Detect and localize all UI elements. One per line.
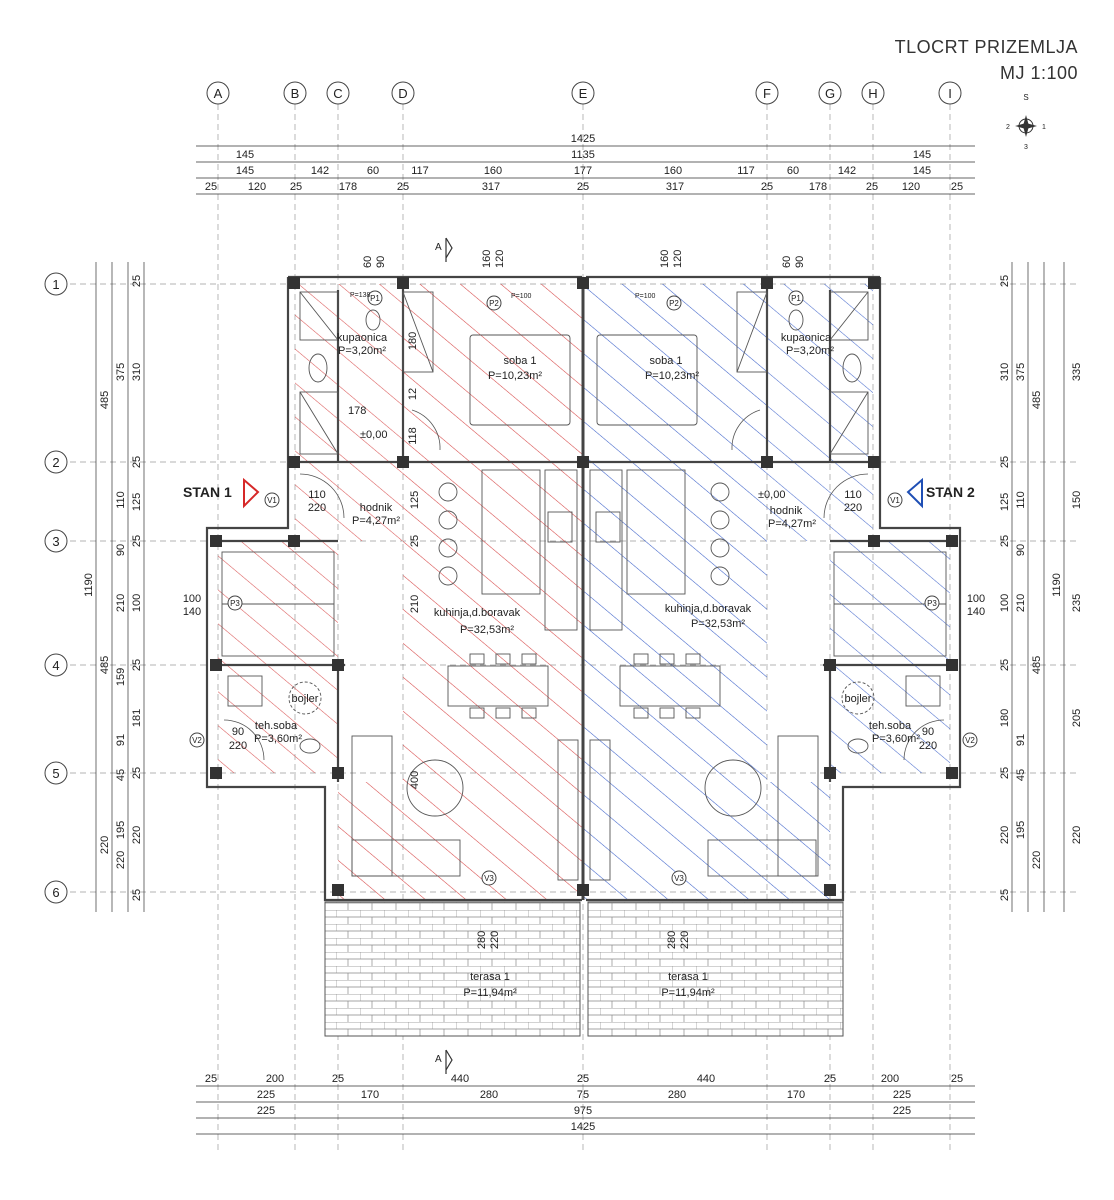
svg-text:I: I — [948, 86, 952, 101]
svg-text:485: 485 — [99, 390, 111, 410]
svg-text:160: 160 — [663, 165, 683, 177]
svg-text:25: 25 — [131, 766, 143, 780]
section-mark-top — [435, 238, 452, 262]
svg-text:280: 280 — [667, 1089, 687, 1101]
svg-text:25: 25 — [204, 181, 218, 193]
svg-text:180: 180 — [999, 708, 1011, 728]
svg-text:25: 25 — [999, 888, 1011, 902]
svg-text:120: 120 — [672, 249, 684, 268]
svg-text:317: 317 — [665, 181, 685, 193]
svg-text:±0,00: ±0,00 — [758, 489, 786, 501]
svg-text:H: H — [868, 86, 878, 101]
svg-text:110: 110 — [1015, 491, 1027, 509]
svg-text:210: 210 — [409, 594, 421, 614]
svg-text:220: 220 — [999, 825, 1011, 845]
svg-text:178: 178 — [808, 181, 828, 193]
svg-text:kuhinja,d.boravak: kuhinja,d.boravak — [433, 607, 521, 619]
svg-text:145: 145 — [912, 149, 932, 161]
svg-text:140: 140 — [182, 606, 202, 618]
axis-bubble-2 — [45, 451, 67, 473]
svg-text:181: 181 — [131, 708, 143, 728]
svg-text:P=10,23m²: P=10,23m² — [487, 370, 543, 382]
svg-text:210: 210 — [115, 593, 127, 613]
svg-text:220: 220 — [228, 740, 248, 752]
svg-text:90: 90 — [231, 726, 245, 738]
svg-text:120: 120 — [901, 181, 921, 193]
svg-text:P=3,60m²: P=3,60m² — [872, 733, 920, 745]
dimension-text-bottom — [205, 1073, 963, 1133]
svg-text:60: 60 — [786, 165, 800, 177]
svg-text:220: 220 — [115, 850, 127, 870]
svg-text:hodnik: hodnik — [359, 502, 393, 514]
svg-text:25: 25 — [823, 1073, 837, 1085]
svg-text:310: 310 — [999, 362, 1011, 382]
svg-text:E: E — [578, 86, 588, 101]
svg-text:teh.soba: teh.soba — [254, 720, 298, 732]
svg-text:P3: P3 — [230, 599, 240, 608]
svg-text:B: B — [290, 86, 300, 101]
svg-text:225: 225 — [892, 1089, 912, 1101]
svg-text:1: 1 — [52, 277, 60, 292]
svg-text:3: 3 — [1024, 144, 1028, 151]
svg-text:110: 110 — [115, 491, 127, 509]
svg-text:225: 225 — [256, 1105, 276, 1117]
svg-text:3: 3 — [52, 534, 60, 549]
svg-text:90: 90 — [921, 726, 935, 738]
svg-text:145: 145 — [235, 165, 255, 177]
axis-bubble-g — [819, 82, 841, 104]
svg-text:P2: P2 — [669, 299, 679, 308]
svg-text:195: 195 — [1015, 820, 1027, 840]
svg-text:P=11,94m²: P=11,94m² — [463, 987, 517, 999]
axis-bubble-3 — [45, 530, 67, 552]
svg-text:310: 310 — [131, 362, 143, 382]
svg-text:125: 125 — [131, 492, 143, 512]
svg-text:178: 178 — [338, 181, 358, 193]
drawing-scale: MJ 1:100 — [999, 63, 1078, 83]
axis-labels-left — [45, 273, 67, 903]
axis-bubble-6 — [45, 881, 67, 903]
svg-text:P=4,27m²: P=4,27m² — [768, 518, 816, 530]
svg-text:6: 6 — [52, 885, 60, 900]
svg-text:1190: 1190 — [83, 573, 95, 597]
svg-text:91: 91 — [115, 733, 127, 747]
svg-text:P2: P2 — [489, 299, 499, 308]
svg-text:159: 159 — [115, 667, 127, 687]
svg-text:25: 25 — [131, 274, 143, 288]
svg-text:2: 2 — [52, 455, 60, 470]
svg-text:G: G — [824, 86, 836, 101]
svg-text:25: 25 — [131, 658, 143, 672]
svg-text:25: 25 — [396, 181, 410, 193]
svg-text:60: 60 — [781, 255, 793, 268]
svg-text:120: 120 — [494, 249, 506, 268]
axis-bubble-1 — [45, 273, 67, 295]
svg-text:145: 145 — [235, 149, 255, 161]
svg-text:440: 440 — [450, 1073, 470, 1085]
svg-text:125: 125 — [999, 492, 1011, 512]
svg-text:975: 975 — [573, 1105, 593, 1117]
svg-text:1190: 1190 — [1051, 573, 1063, 597]
svg-text:120: 120 — [247, 181, 267, 193]
svg-text:440: 440 — [696, 1073, 716, 1085]
svg-text:25: 25 — [950, 181, 964, 193]
svg-text:25: 25 — [999, 658, 1011, 672]
svg-text:25: 25 — [999, 766, 1011, 780]
svg-text:220: 220 — [843, 502, 863, 514]
svg-text:235: 235 — [1071, 593, 1083, 613]
axis-bubble-h — [862, 82, 884, 104]
svg-text:91: 91 — [1015, 733, 1027, 747]
svg-text:150: 150 — [1071, 490, 1083, 510]
svg-text:1135: 1135 — [571, 149, 595, 161]
svg-text:210: 210 — [1015, 593, 1027, 613]
svg-text:180: 180 — [407, 331, 419, 351]
svg-text:170: 170 — [786, 1089, 806, 1101]
svg-text:25: 25 — [131, 534, 143, 548]
svg-text:317: 317 — [481, 181, 501, 193]
svg-text:45: 45 — [115, 768, 127, 782]
svg-text:125: 125 — [409, 490, 421, 510]
axis-bubble-d — [392, 82, 414, 104]
svg-text:100: 100 — [182, 593, 202, 605]
svg-text:90: 90 — [1015, 543, 1027, 557]
svg-text:140: 140 — [966, 606, 986, 618]
svg-text:D: D — [398, 86, 408, 101]
svg-text:117: 117 — [411, 165, 429, 177]
svg-text:25: 25 — [204, 1073, 218, 1085]
svg-text:terasa 1: terasa 1 — [470, 971, 510, 983]
svg-text:25: 25 — [289, 181, 303, 193]
svg-text:25: 25 — [131, 455, 143, 469]
svg-text:±0,00: ±0,00 — [360, 429, 388, 441]
svg-text:485: 485 — [99, 655, 111, 675]
svg-text:2: 2 — [1006, 124, 1010, 131]
axis-bubble-c — [327, 82, 349, 104]
svg-text:100: 100 — [131, 593, 143, 613]
svg-text:bojler: bojler — [291, 693, 319, 705]
svg-text:1425: 1425 — [570, 133, 596, 145]
svg-text:45: 45 — [1015, 768, 1027, 782]
svg-text:375: 375 — [115, 362, 127, 382]
svg-text:P3: P3 — [927, 599, 937, 608]
svg-text:485: 485 — [1031, 655, 1043, 675]
svg-text:V1: V1 — [890, 496, 900, 505]
svg-text:25: 25 — [999, 274, 1011, 288]
svg-text:P=3,60m²: P=3,60m² — [254, 733, 302, 745]
svg-text:220: 220 — [489, 930, 501, 950]
svg-text:178: 178 — [348, 405, 367, 417]
svg-text:soba 1: soba 1 — [503, 355, 537, 367]
svg-text:100: 100 — [999, 593, 1011, 613]
svg-text:P=32,53m²: P=32,53m² — [459, 624, 515, 636]
axis-bubble-4 — [45, 654, 67, 676]
svg-text:90: 90 — [375, 255, 387, 268]
svg-text:400: 400 — [409, 770, 421, 790]
svg-text:25: 25 — [950, 1073, 964, 1085]
north-arrow-icon — [1006, 93, 1046, 151]
svg-text:soba 1: soba 1 — [649, 355, 683, 367]
dimension-text-right — [999, 275, 1083, 901]
svg-text:335: 335 — [1071, 362, 1083, 382]
svg-text:110: 110 — [308, 489, 326, 501]
svg-text:V2: V2 — [192, 736, 202, 745]
stan-2-marker — [908, 480, 975, 506]
svg-text:90: 90 — [794, 255, 806, 268]
svg-text:P=4,27m²: P=4,27m² — [352, 515, 400, 527]
svg-text:V1: V1 — [267, 496, 277, 505]
svg-text:160: 160 — [659, 249, 671, 268]
svg-text:V3: V3 — [484, 874, 494, 883]
svg-text:A: A — [435, 1054, 442, 1065]
svg-text:200: 200 — [265, 1073, 285, 1085]
svg-text:25: 25 — [409, 534, 421, 548]
svg-text:STAN 2: STAN 2 — [926, 484, 975, 500]
stan-1-marker — [183, 480, 258, 506]
svg-text:160: 160 — [481, 249, 493, 268]
svg-text:P=3,20m²: P=3,20m² — [338, 345, 386, 357]
svg-text:25: 25 — [760, 181, 774, 193]
svg-text:225: 225 — [892, 1105, 912, 1117]
svg-text:kupaonica: kupaonica — [336, 332, 388, 344]
svg-text:terasa 1: terasa 1 — [668, 971, 708, 983]
svg-text:V2: V2 — [965, 736, 975, 745]
axis-bubble-i — [939, 82, 961, 104]
svg-text:4: 4 — [52, 658, 60, 673]
svg-text:220: 220 — [307, 502, 327, 514]
svg-text:bojler: bojler — [844, 693, 872, 705]
svg-text:110: 110 — [844, 489, 862, 501]
svg-text:25: 25 — [999, 455, 1011, 469]
axis-bubble-f — [756, 82, 778, 104]
svg-text:220: 220 — [131, 825, 143, 845]
svg-text:A: A — [435, 242, 442, 253]
drawing-title: TLOCRT PRIZEMLJA — [894, 37, 1078, 57]
svg-text:195: 195 — [115, 820, 127, 840]
svg-text:teh.soba: teh.soba — [868, 720, 912, 732]
svg-text:V3: V3 — [674, 874, 684, 883]
axis-bubble-a — [207, 82, 229, 104]
svg-text:P=3,20m²: P=3,20m² — [786, 345, 834, 357]
axis-bubble-5 — [45, 762, 67, 784]
svg-text:P=10,23m²: P=10,23m² — [644, 370, 700, 382]
axis-bubble-b — [284, 82, 306, 104]
svg-text:25: 25 — [999, 534, 1011, 548]
svg-text:C: C — [333, 86, 343, 101]
svg-text:160: 160 — [483, 165, 503, 177]
dimension-text-top — [205, 133, 963, 193]
svg-text:25: 25 — [865, 181, 879, 193]
svg-text:P=11,94m²: P=11,94m² — [661, 987, 715, 999]
svg-text:F: F — [763, 86, 771, 101]
section-mark-bottom — [435, 1050, 452, 1074]
svg-text:A: A — [213, 86, 223, 101]
svg-text:220: 220 — [99, 835, 111, 855]
axis-bubble-e — [572, 82, 594, 104]
svg-text:5: 5 — [52, 766, 60, 781]
svg-text:P=138: P=138 — [350, 292, 371, 299]
svg-text:P1: P1 — [370, 294, 380, 303]
axis-labels-top — [207, 82, 961, 104]
svg-text:P=100: P=100 — [511, 293, 532, 300]
svg-text:12: 12 — [407, 387, 419, 401]
terrace-paving — [325, 902, 843, 1036]
svg-text:177: 177 — [573, 165, 593, 177]
svg-text:60: 60 — [366, 165, 380, 177]
svg-text:117: 117 — [737, 165, 755, 177]
svg-text:225: 225 — [256, 1089, 276, 1101]
svg-text:P=100: P=100 — [635, 293, 656, 300]
svg-text:220: 220 — [1071, 825, 1083, 845]
svg-text:25: 25 — [576, 1073, 590, 1085]
svg-text:142: 142 — [837, 165, 857, 177]
svg-text:142: 142 — [310, 165, 330, 177]
svg-text:90: 90 — [115, 543, 127, 557]
svg-text:100: 100 — [966, 593, 986, 605]
svg-text:280: 280 — [476, 930, 488, 950]
svg-text:200: 200 — [880, 1073, 900, 1085]
svg-text:STAN 1: STAN 1 — [183, 484, 232, 500]
svg-text:kuhinja,d.boravak: kuhinja,d.boravak — [664, 603, 752, 615]
dimension-chain-left — [96, 262, 144, 912]
svg-text:220: 220 — [679, 930, 691, 950]
svg-text:220: 220 — [918, 740, 938, 752]
svg-text:145: 145 — [912, 165, 932, 177]
svg-text:375: 375 — [1015, 362, 1027, 382]
svg-text:S: S — [1023, 93, 1029, 102]
svg-text:25: 25 — [576, 181, 590, 193]
svg-text:P=32,53m²: P=32,53m² — [690, 618, 746, 630]
svg-text:60: 60 — [362, 255, 374, 268]
svg-text:280: 280 — [666, 930, 678, 950]
svg-text:205: 205 — [1071, 708, 1083, 728]
svg-text:hodnik: hodnik — [769, 505, 803, 517]
svg-text:1425: 1425 — [570, 1121, 596, 1133]
svg-text:75: 75 — [576, 1089, 590, 1101]
svg-text:220: 220 — [1031, 850, 1043, 870]
svg-text:485: 485 — [1031, 390, 1043, 410]
svg-text:1: 1 — [1042, 124, 1046, 131]
svg-text:118: 118 — [407, 427, 419, 445]
svg-text:25: 25 — [131, 888, 143, 902]
svg-text:280: 280 — [479, 1089, 499, 1101]
svg-text:170: 170 — [360, 1089, 380, 1101]
svg-text:kupaonica: kupaonica — [780, 332, 832, 344]
dimension-text-left — [83, 275, 143, 901]
svg-text:25: 25 — [331, 1073, 345, 1085]
svg-text:P1: P1 — [791, 294, 801, 303]
